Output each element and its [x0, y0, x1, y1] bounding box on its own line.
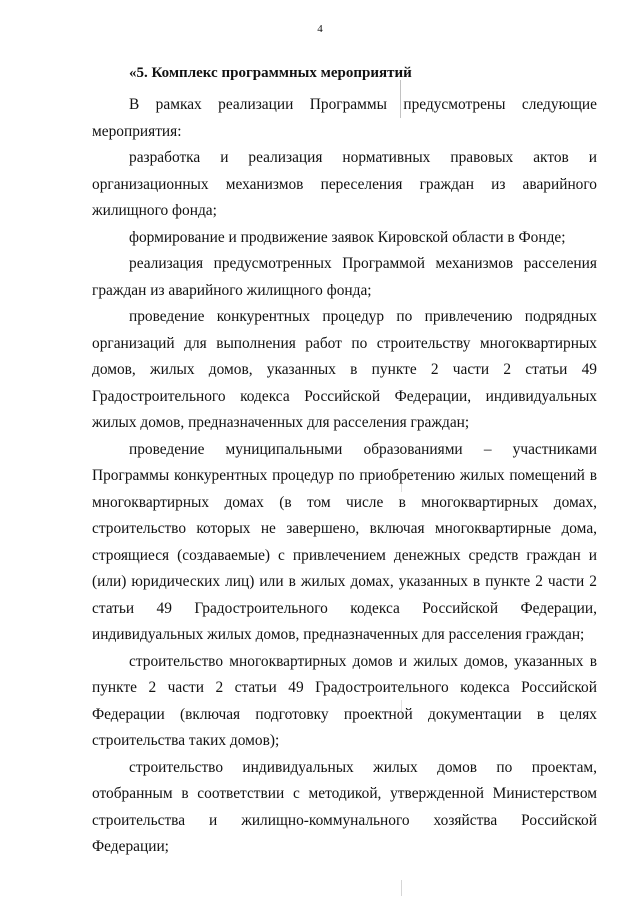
paragraph-item-4: проведение конкурентных процедур по привлечению подрядных организаций для выполнения работ по строительству многоквартирных домов, жилых домов, указанных в пункте 2 части 2 статьи 49 Градостроительного кодекса Российской Федерации, индивидуальных жилых домов, предназначенных для расселения граждан;	[92, 308, 597, 431]
section-heading: «5. Комплекс программных мероприятий	[129, 65, 412, 81]
page-number: 4	[317, 23, 323, 35]
scan-artifact-line	[400, 80, 401, 118]
document-body	[92, 92, 597, 861]
paragraph-item-3: реализация предусмотренных Программой механизмов расселения граждан из аварийного жилищного фонда;	[92, 255, 597, 299]
paragraph-intro: В рамках реализации Программы предусмотрены следующие мероприятия:	[92, 96, 597, 140]
scan-artifact-line	[401, 700, 402, 718]
paragraph-item-1: разработка и реализация нормативных правовых актов и организационных механизмов переселения граждан из аварийного жилищного фонда;	[92, 149, 597, 219]
paragraph-item-6: строительство многоквартирных домов и жилых домов, указанных в пункте 2 части 2 статьи 49 Градостроительного кодекса Российской Федерации (включая подготовку проектной документации в целях строительства таких домов);	[92, 652, 597, 749]
paragraph-item-2: формирование и продвижение заявок Кировской области в Фонде;	[129, 228, 566, 246]
paragraph-item-5: проведение муниципальными образованиями – участниками Программы конкурентных процедур по приобретению жилых помещений в многоквартирных домах (в том числе в многоквартирных домах, строительство которых не завершено, включая многоквартирные дома, строящиеся (создаваемые) с привлечением денежных средств граждан и (или) юридических лиц) или в жилых домах, указанных в пункте 2 части 2 статьи 49 Градостроительного кодекса Российской Федерации, индивидуальных жилых домов, предназначенных для расселения граждан;	[92, 440, 597, 643]
scan-artifact-line	[401, 470, 402, 492]
scan-artifact-line	[401, 880, 402, 896]
paragraph-item-7: строительство индивидуальных жилых домов по проектам, отобранным в соответствии с методикой, утвержденной Министерством строительства и жилищно-коммунального хозяйства Российской Федерации;	[92, 758, 597, 855]
